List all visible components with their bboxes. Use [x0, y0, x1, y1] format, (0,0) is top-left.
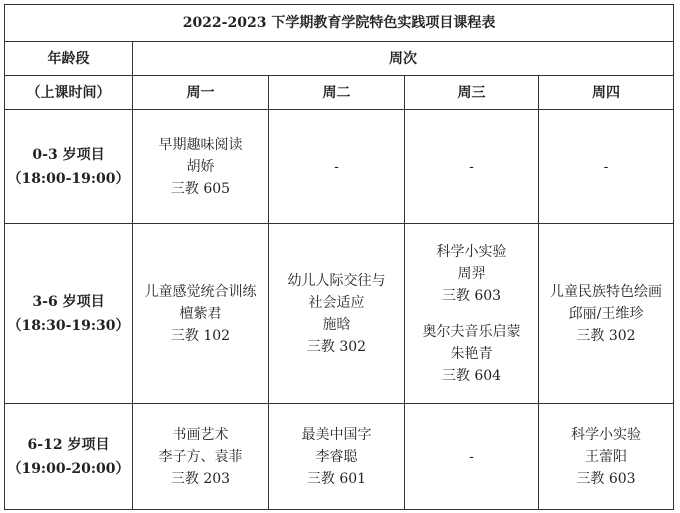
- course-room: 三教 102: [170, 327, 231, 344]
- table-row: [5, 224, 674, 404]
- schedule-table: [4, 4, 674, 510]
- age-group-cell: [5, 110, 133, 224]
- day-header-wed: 周三: [405, 76, 539, 110]
- course-cell-tue: [269, 224, 405, 404]
- course-room: 三教 302: [576, 327, 636, 344]
- week-header: 周次: [133, 42, 674, 76]
- course-name-cont: 社会适应: [308, 294, 365, 311]
- course-cell-thu: [539, 224, 674, 404]
- age-group-cell: [5, 404, 133, 510]
- course-teacher: 檀紫君: [179, 305, 222, 322]
- age-header: 年龄段: [5, 42, 133, 76]
- course-cell-wed: [405, 224, 539, 404]
- day-header-tue: 周二: [269, 76, 405, 110]
- course-teacher: 邱丽/王维珍: [568, 305, 644, 322]
- day-header-mon: 周一: [133, 76, 269, 110]
- age-group-label: 0-3 岁项目: [32, 146, 105, 163]
- course-teacher: 胡娇: [186, 158, 215, 175]
- course-name: 最美中国字: [301, 426, 372, 443]
- course-cell-tue: -: [269, 110, 405, 224]
- course-name: 儿童民族特色绘画: [550, 283, 663, 300]
- course-room: 三教 601: [306, 470, 367, 487]
- schedule-document: [4, 4, 673, 510]
- table-row: [5, 110, 674, 224]
- course-room: 三教 603: [441, 287, 502, 304]
- course-cell-mon: [133, 404, 269, 510]
- course-room: 三教 604: [441, 367, 502, 384]
- course-room: 三教 302: [306, 338, 367, 355]
- course-cell-tue: [269, 404, 405, 510]
- course-cell-mon: [133, 110, 269, 224]
- course-name: 书画艺术: [172, 426, 229, 443]
- course-cell-mon: [133, 224, 269, 404]
- age-group-time: （19:00-20:00）: [7, 460, 130, 477]
- day-header-thu: 周四: [539, 76, 674, 110]
- course-teacher: 周羿: [457, 265, 486, 282]
- time-header: （上课时间）: [5, 76, 133, 110]
- course-name: 科学小实验: [571, 426, 642, 443]
- course-name: 儿童感觉统合训练: [144, 283, 257, 300]
- course-cell-thu: [539, 404, 674, 510]
- age-group-label: 6-12 岁项目: [27, 436, 110, 453]
- course-room: 三教 603: [576, 470, 636, 487]
- course-room: 三教 605: [170, 180, 231, 197]
- course-name: 幼儿人际交往与: [287, 272, 386, 289]
- course-name: 科学小实验: [436, 243, 507, 260]
- age-group-cell: [5, 224, 133, 404]
- age-group-time: （18:30-19:30）: [7, 317, 130, 334]
- course-teacher: 李子方、袁菲: [158, 448, 243, 465]
- age-group-label: 3-6 岁项目: [32, 293, 105, 310]
- age-group-time: （18:00-19:00）: [7, 170, 130, 187]
- course-teacher: 王蕾阳: [585, 448, 628, 465]
- course-name: 奥尔夫音乐启蒙: [422, 323, 521, 340]
- course-cell-wed: -: [405, 404, 539, 510]
- course-teacher: 李睿聪: [315, 448, 358, 465]
- course-teacher: 施晗: [322, 316, 351, 333]
- course-room: 三教 203: [170, 470, 231, 487]
- course-teacher: 朱艳青: [450, 345, 493, 362]
- course-cell-wed: -: [405, 110, 539, 224]
- table-row: [5, 404, 674, 510]
- course-cell-thu: -: [539, 110, 674, 224]
- course-name: 早期趣味阅读: [158, 136, 243, 153]
- table-title: 2022-2023 下学期教育学院特色实践项目课程表: [5, 5, 674, 42]
